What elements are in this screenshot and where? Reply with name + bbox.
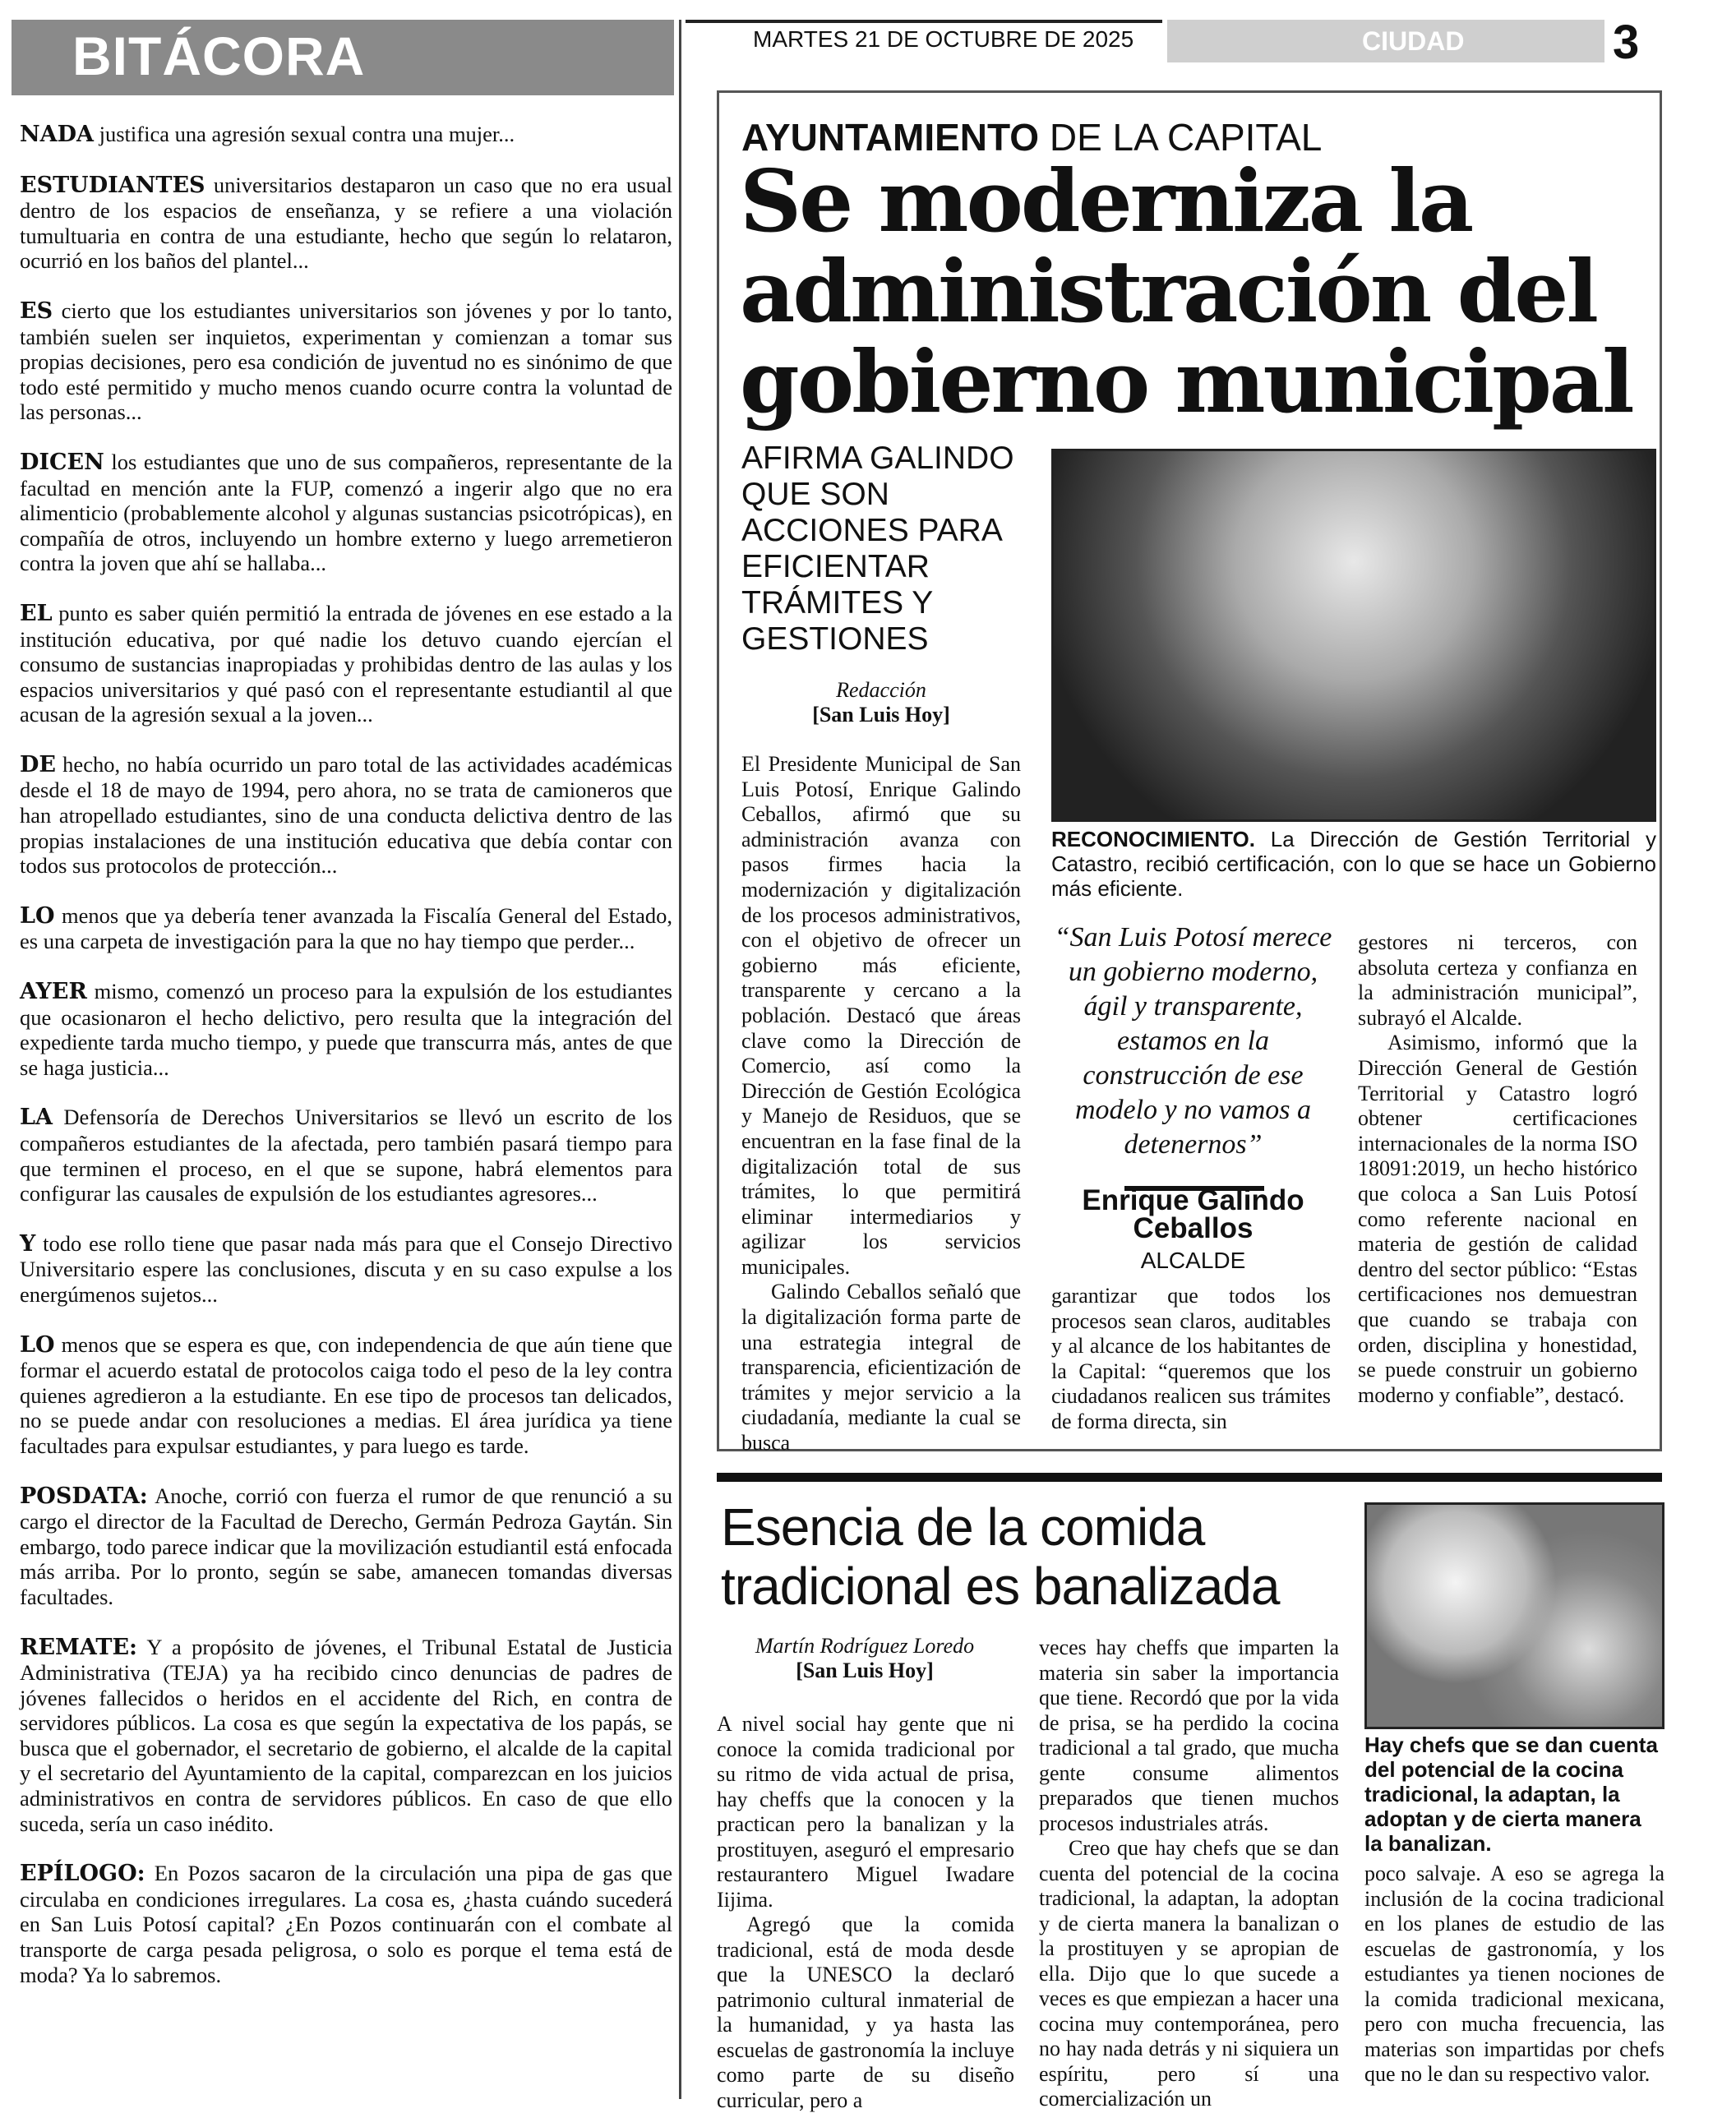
bitacora-item xyxy=(20,979,672,1080)
article-byline xyxy=(741,678,1021,727)
byline-outlet: [San Luis Hoy] xyxy=(796,1659,934,1682)
bitacora-item xyxy=(20,752,672,879)
bitacora-item xyxy=(20,601,672,727)
item-text: justifica una agresión sexual contra una mujer... xyxy=(94,122,515,146)
photo-caption xyxy=(1051,827,1656,901)
bitacora-item xyxy=(20,298,672,425)
lead-word: LO xyxy=(20,1331,55,1358)
item-text: En Pozos sacaron de la circulación una pipa de gas que circulaba en condiciones irregulares. La cosa es, ¿hasta cuándo sucederá en San Luis Potosí capital? ¿En Pozos continuarán con el combate al transporte de carga pesada peligrosa, o solo es porque el tema está de moda? Ya lo sabremos. xyxy=(20,1861,672,1987)
article-subhead: AFIRMA GALINDO QUE SON ACCIONES PARA EFICIENTAR TRÁMITES Y GESTIONES xyxy=(741,441,1014,657)
lead-word: LA xyxy=(20,1105,53,1131)
paragraph: A nivel social hay gente que ni conoce la comida tradicional por su ritmo de vida actual de prisa, hay cheffs que la conocen y la practican pero la banalizan y la prostituyen, aseguró el empresario restaurantero Miguel Iwadare Iijima. xyxy=(717,1712,1014,1912)
bitacora-item xyxy=(20,1105,672,1206)
lead-word: ESTUDIANTES xyxy=(20,172,205,198)
bitacora-item xyxy=(20,1483,672,1610)
item-text: hecho, no había ocurrido un paro total de las actividades académicas desde el 18 de mayo de 1994, pero ahora, no se trata de camioneros que han atropellado estudiantes, sino de una conducta delictiva dentro de las propias instalaciones de una institución educativa que debía contar con todos sus protocolos de protección... xyxy=(20,751,672,879)
section-label: CIUDAD xyxy=(1362,26,1465,56)
paragraph: gestores ni terceros, con absoluta certeza y confianza en la administración municipal”, subrayó el Alcalde. xyxy=(1358,930,1637,1030)
kicker-rest: DE LA CAPITAL xyxy=(1039,116,1323,159)
lead-word: REMATE: xyxy=(20,1634,138,1660)
section-title: BITÁCORA xyxy=(72,25,366,86)
item-text: mismo, comenzó un proceso para la expulsión de los estudiantes que ocasionaron el hecho delictivo, pero resulta que la integración del expediente tarda mucho tiempo, y puede que transcurra más, antes de que se haga justicia... xyxy=(20,979,672,1080)
quote-role: ALCALDE xyxy=(1140,1248,1246,1273)
quote-name: Enrique Galindo Ceballos xyxy=(1082,1184,1304,1244)
paragraph: Creo que hay chefs que se dan cuenta del potencial de la cocina tradicional, la adaptan, la adoptan y de cierta manera la banalizan o la prostituyen y se apropian de ella. Dijo que lo que sucede a veces es que empiezan a hacer una cocina muy contemporánea, pero no hay nada detrás y ni siquiera un espíritu, pero sí una comercialización un xyxy=(1039,1836,1339,2111)
caption-text: La Dirección de Gestión Territorial y Catastro, recibió certificación, con lo que se hace un Gobierno más eficiente. xyxy=(1051,827,1656,901)
caption-bold: RECONOCIMIENTO. xyxy=(1051,827,1255,851)
bitacora-item xyxy=(20,450,672,576)
byline-author: Martín Rodríguez Loredo xyxy=(755,1634,975,1658)
mayor-photo xyxy=(1051,449,1656,822)
item-text: Y a propósito de jóvenes, el Tribunal Estatal de Justicia Administrativa (TEJA) ya ha recibido cinco denuncias de padres de jóvenes fallecidos o heridos en el accidente del Rich, en contra de servidores públicos. La cosa es que según la expectativa de los papás, se busca que el gobernador, el secretario de gobierno, el alcalde de la capital y el secretario del Ayuntamiento de la capital, comparezcan en los juicios administrativos en contra de servidores públicos. En caso de que ello suceda, sería un caso inédito. xyxy=(20,1634,672,1836)
lead-word: LO xyxy=(20,902,55,929)
article-column-3 xyxy=(1358,930,1637,1408)
lead-word: ES xyxy=(20,298,53,324)
item-text: todo ese rollo tiene que pasar nada más para que el Consejo Directivo Universitario espere las conclusiones, discuta y en su caso expulse a los energúmenos sujetos... xyxy=(20,1230,672,1307)
lead-word: NADA xyxy=(20,122,94,147)
article2-byline xyxy=(717,1634,1013,1683)
lead-word: Y xyxy=(20,1230,36,1257)
lead-word: POSDATA: xyxy=(20,1483,148,1509)
article-divider xyxy=(717,1473,1662,1482)
page-number: 3 xyxy=(1613,16,1640,69)
section-banner-ciudad xyxy=(1167,20,1604,62)
paragraph: El Presidente Municipal de San Luis Potosí, Enrique Galindo Ceballos, afirmó que su administración avanza con pasos firmes hacia la modernización y digitalización de los procesos administrativos, con el objetivo de ofrecer un gobierno más eficiente, transparente y cercano a la población. Destacó que áreas clave como la Dirección de Comercio, así como la Dirección de Gestión Ecológica y Manejo de Residuos, que se encuentran en la fase final de la digitalización total de sus trámites, lo que permitirá eliminar intermediarios y agilizar los servicios municipales. xyxy=(741,752,1021,1279)
pull-quote: “San Luis Potosí merece un gobierno moderno, ágil y transparente, estamos en la construcción de ese modelo y no vamos a detenernos” xyxy=(1054,922,1332,1160)
food-photo-caption: Hay chefs que se dan cuenta del potencial de la cocina tradicional, la adaptan, la adoptan y de cierta manera la banalizan. xyxy=(1364,1732,1658,1856)
article-headline: Se moderniza la administración del gobierno municipal xyxy=(740,150,1632,432)
lead-word: DE xyxy=(20,751,56,777)
item-text: cierto que los estudiantes universitarios son jóvenes y por lo tanto, también suelen ser inquietos, experimentan y comienzan a tomar sus propias decisiones, pero esa condición de juventud no es sinónimo de que todo esté permitido y mucho menos cuando ocurre contra la voluntad de las personas... xyxy=(20,298,672,425)
kicker-bold: AYUNTAMIENTO xyxy=(741,116,1040,159)
item-text: universitarios destaparon un caso que no era usual dentro de los espacios de enseñanza, y se refiere a una violación tumultuaria en contra de una estudiante, hecho que según lo relataron, ocurrió en los baños del plantel... xyxy=(20,172,672,274)
item-text: menos que se espera es que, con independencia de que aún tiene que formar el acuerdo estatal de protocolos caiga todo el peso de la ley contra quienes agredieron a la estudiante. En ese tipo de procesos tan delicados, no se puede andar con resoluciones a medias. El área jurídica ya tiene facultades para expulsar estudiantes, y para luego es tarde. xyxy=(20,1331,672,1458)
bitacora-item xyxy=(20,1231,672,1308)
lead-word: EL xyxy=(20,600,53,626)
paragraph: veces hay cheffs que imparten la materia sin saber la importancia que tiene. Recordó que por la vida de prisa, se ha perdido la cocina tradicional a tal grado, que mucha gente consume alimentos preparados que tienen muchos procesos industriales atrás. xyxy=(1039,1635,1339,1835)
column-divider xyxy=(679,20,681,2099)
paragraph: Galindo Ceballos señaló que la digitalización forma parte de una estrategia integral de transparencia, eficientización de trámites y mejor servicio a la ciudadanía, mediante la cual se busca xyxy=(741,1280,1021,1456)
lead-word: EPÍLOGO: xyxy=(20,1861,145,1887)
bitacora-column xyxy=(20,122,672,2012)
bitacora-item xyxy=(20,1635,672,1837)
article2-column-1 xyxy=(717,1712,1014,2113)
article-column-1 xyxy=(741,752,1021,1456)
article2-headline: Esencia de la comida tradicional es banalizada xyxy=(721,1497,1280,1616)
paragraph: poco salvaje. A eso se agrega la inclusión de la cocina tradicional en los planes de estudio de las escuelas de gastronomía, y los estudiantes ya tienen nociones de la comida tradicional mexicana, pero con mucha frecuencia, las materias son impartidas por chefs que no le dan su respectivo valor. xyxy=(1364,1862,1664,2086)
bitacora-item xyxy=(20,173,672,274)
lead-word: DICEN xyxy=(20,449,104,475)
item-text: Anoche, corrió con fuerza el rumor de que renunció a su cargo el director de la Facultad de Derecho, Germán Pedroza Gaytán. Sin embargo, todo parece indicar que la movilización estudiantil está enfocada más arriba. Por lo pronto, según se sabe, amanecen tomandas diversas facultades. xyxy=(20,1483,672,1609)
article2-column-2 xyxy=(1039,1635,1339,2112)
item-text: punto es saber quién permitió la entrada de jóvenes en ese estado a la institución educativa, por qué nadie los detuvo cuando ejercían el consumo de sustancias inapropiadas y prohibidas dentro de las aulas y los espacios universitarios y qué pasó con el representante estudiantil al que acusan de la agresión sexual a la joven... xyxy=(20,600,672,727)
issue-date: MARTES 21 DE OCTUBRE DE 2025 xyxy=(753,26,1134,52)
lead-word: AYER xyxy=(20,979,87,1005)
byline-author: Redacción xyxy=(836,678,926,702)
bitacora-item xyxy=(20,122,672,148)
item-text: menos que ya debería tener avanzada la Fiscalía General del Estado, es una carpeta de investigación para la que no hay tiempo que perder... xyxy=(20,902,672,954)
section-banner-bitacora xyxy=(12,20,674,95)
bitacora-item xyxy=(20,1332,672,1459)
paragraph: garantizar que todos los procesos sean claros, auditables y al alcance de los habitantes de la Capital: “queremos que los ciudadanos realicen sus trámites de forma directa, sin xyxy=(1051,1284,1331,1433)
byline-outlet: [San Luis Hoy] xyxy=(812,703,950,727)
bitacora-item xyxy=(20,1861,672,1987)
item-text: los estudiantes que uno de sus compañeros, representante de la facultad en mención ante la FUP, comenzó a ingerir algo que no era alimenticio (probablemente alcohol y algunas sustancias psicotrópicas), en compañía de otros, incluyendo un hombre externo y luego arremetieron contra la joven que ahí se hallaba... xyxy=(20,449,672,576)
article-column-2 xyxy=(1051,1284,1331,1435)
food-photo xyxy=(1364,1502,1664,1729)
paragraph: Agregó que la comida tradicional, está de moda desde que la UNESCO la declaró patrimonio cultural inmaterial de la humanidad, y ya hasta las escuelas de gastronomía la incluye como parte de su diseño curricular, pero a xyxy=(717,1912,1014,2112)
item-text: Defensoría de Derechos Universitarios se llevó un escrito de los compañeros estudiantes de la afectada, pero también pasará tiempo para que terminen el proceso, en el que se supone, habrá elementos para configurar las causales de expulsión de los estudiantes agresores... xyxy=(20,1105,672,1206)
paragraph: Asimismo, informó que la Dirección General de Gestión Territorial y Catastro logró obtener certificaciones internacionales de la norma ISO 18091:2019, un hecho histórico que coloca a San Luis Potosí como referente nacional en materia de gestión de calidad dentro del sector público: “Estas certificaciones nos demuestran que cuando se trabaja con orden, disciplina y honestidad, se puede construir un gobierno moderno y confiable”, destacó. xyxy=(1358,1031,1637,1407)
bitacora-item xyxy=(20,903,672,954)
article2-column-3 xyxy=(1364,1862,1664,2088)
